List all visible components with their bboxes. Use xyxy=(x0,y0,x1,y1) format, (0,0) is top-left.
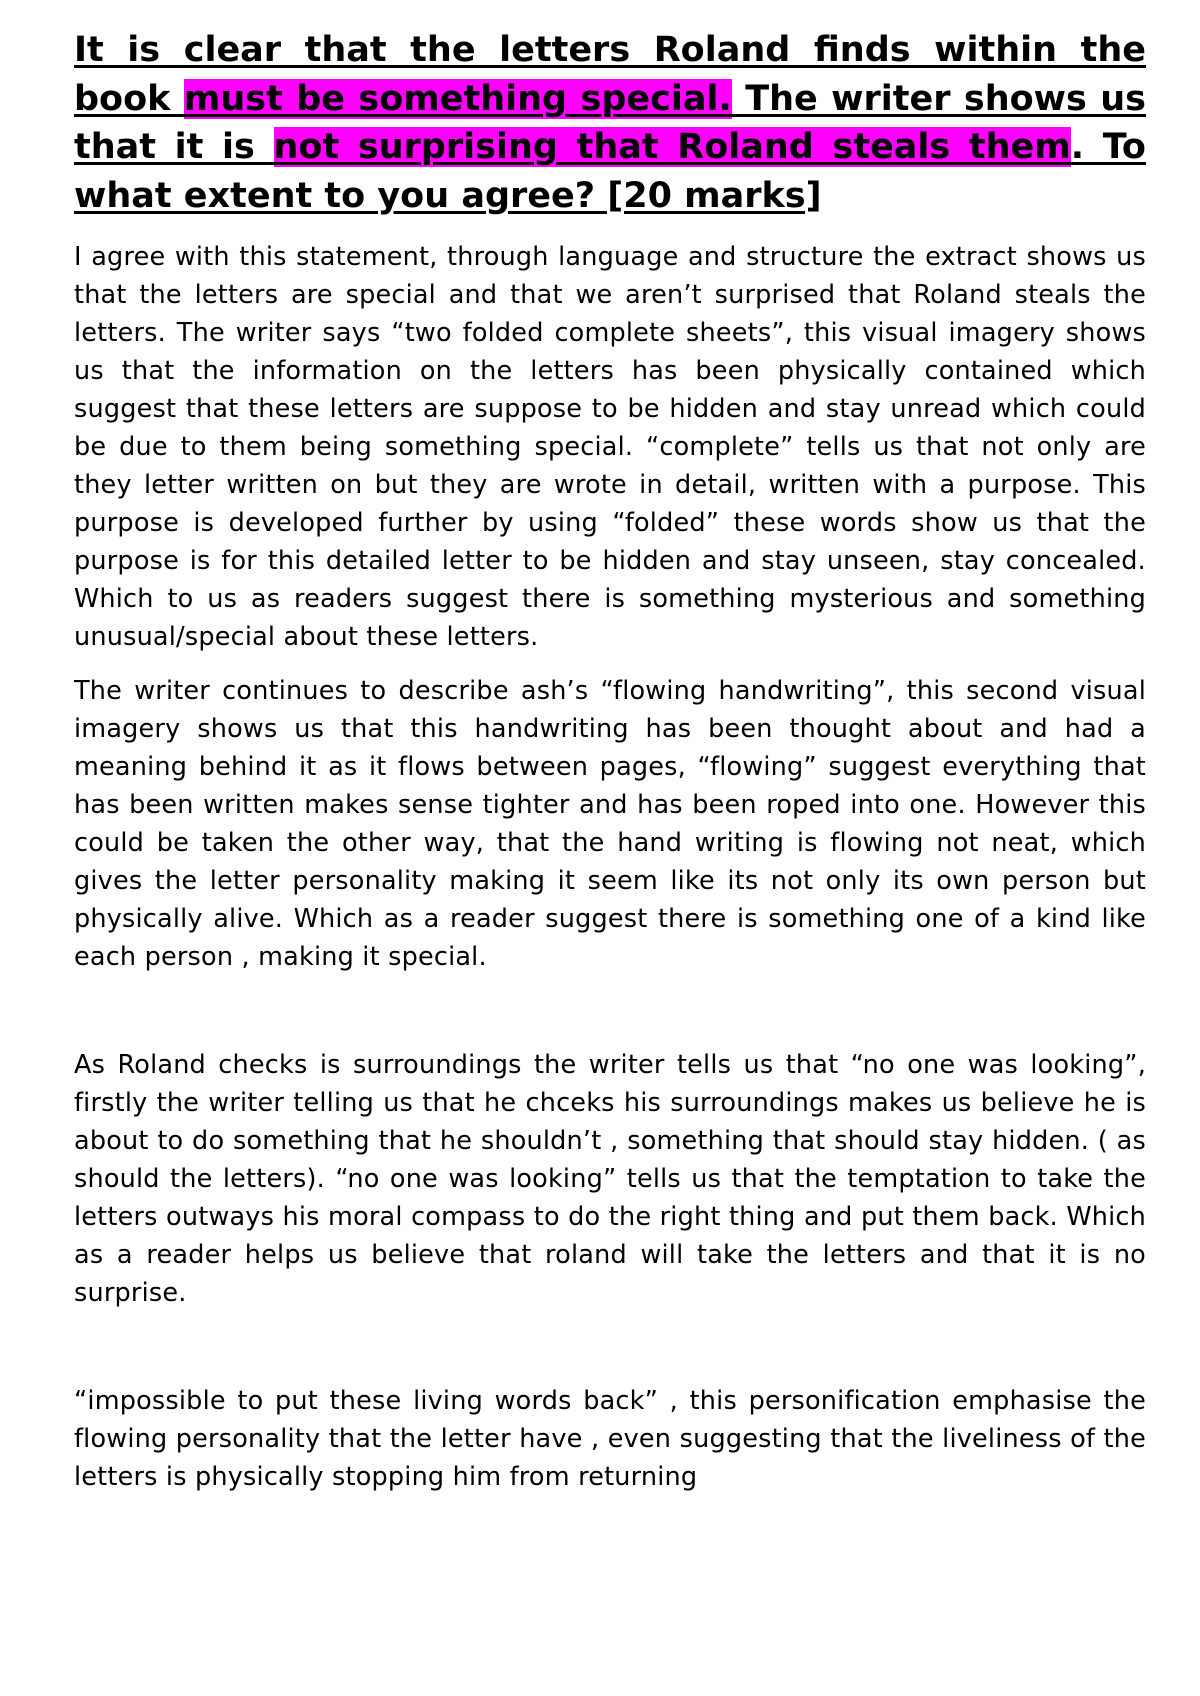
paragraph-3: As Roland checks is surroundings the writer tells us that “no one was looking”, firstly the writer telling us that he chceks his surroundings makes us believe he is about to do something that he shouldn’t , something that should stay hidden. ( as should the letters). “no one was looking” tells us that the temptation to take the letters outways his moral compass to do the right thing and put them back. Which as a reader helps us believe that roland will take the letters and that it is no surprise. xyxy=(74,1050,1146,1308)
paragraph-1: I agree with this statement, through language and structure the extract shows us that the letters are special and that we aren’t surprised that Roland steals the letters. The writer says “two folded complete sheets”, this visual imagery shows us that the information on the letters has been physically contained which suggest that these letters are suppose to be hidden and stay unread which could be due to them being something special. “complete” tells us that not only are they letter written on but they are wrote in detail, written with a purpose. This purpose is developed further by using “folded” these words show us that the purpose is for this detailed letter to be hidden and stay unseen, stay concealed. Which to us as readers suggest there is something mysterious and something unusual/special about these letters. xyxy=(74,242,1146,652)
paragraph-4: “impossible to put these living words back” , this personification emphasise the flowing personality that the letter have , even suggesting that the liveliness of the letters is physically stopping him from returning xyxy=(74,1386,1146,1492)
essay-question xyxy=(74,26,1146,220)
question-highlight-2: not surprising that Roland steals them xyxy=(273,127,1071,167)
question-highlight-1: must be something special. xyxy=(183,78,732,119)
paragraph-spacer xyxy=(74,656,1146,672)
document-page xyxy=(74,26,1146,1496)
question-text-1: It is clear that the letters Roland finds within the book xyxy=(74,30,1146,119)
paragraph-spacer xyxy=(74,1312,1146,1382)
question-text-2: The writer shows us that it is xyxy=(74,78,1146,167)
question-text-3: . To what extent to you agree? [20 marks] xyxy=(74,127,1146,216)
paragraph-2: The writer continues to describe ash’s “flowing handwriting”, this second visual imagery shows us that this handwriting has been thought about and had a meaning behind it as it flows between pages, “flowing” suggest everything that has been written makes sense tighter and has been roped into one. However this could be taken the other way, that the hand writing is flowing not neat, which gives the letter personality making it seem like its not only its own person but physically alive. Which as a reader suggest there is something one of a kind like each person , making it special. xyxy=(74,676,1146,972)
paragraph-spacer xyxy=(74,976,1146,1046)
